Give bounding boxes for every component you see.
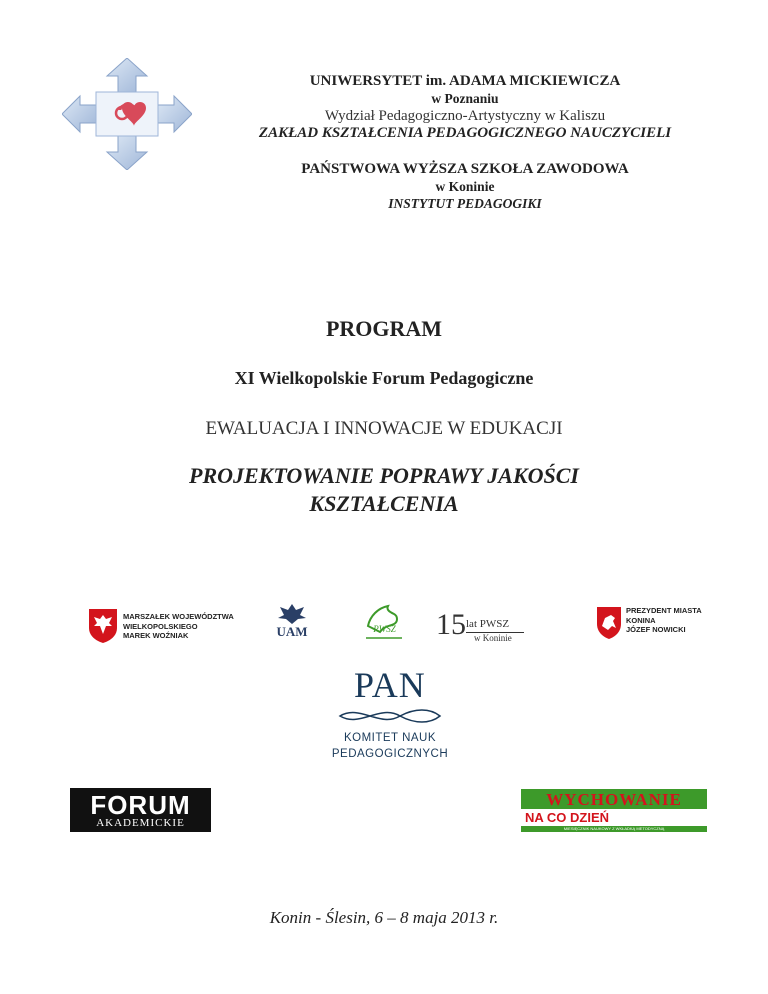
main-title-line2: KSZTAŁCENIA — [309, 491, 459, 516]
university-name: UNIWERSYTET im. ADAMA MICKIEWICZA — [309, 73, 621, 89]
pan-swash-icon — [320, 702, 460, 732]
forum-text: FORUM — [90, 790, 191, 820]
prezydent-line3: JÓZEF NOWICKI — [626, 625, 686, 634]
years-konin: w Koninie — [474, 633, 512, 643]
prezydent-line2: KONINA — [626, 615, 656, 625]
event-theme: EWALUACJA I INNOWACJE W EDUKACJI — [205, 418, 563, 439]
pan-line1: KOMITET NAUK — [343, 732, 437, 744]
years-number: 15 — [436, 608, 466, 641]
akademickie-text: AKADEMICKIE — [96, 817, 185, 829]
marszalek-logo — [88, 608, 248, 648]
divider — [466, 632, 524, 633]
pan-text: PAN — [354, 665, 426, 705]
school-city: w Koninie — [435, 179, 495, 194]
marszalek-line2: WIELKOPOLSKIEGO — [123, 621, 198, 631]
page-title: PROGRAM — [325, 316, 443, 341]
wychowanie-logo — [521, 789, 707, 833]
pwsz-logo — [362, 602, 407, 642]
wych-subtitle: NA CO DZIEŃ — [525, 810, 610, 825]
pwsz-15-years-logo — [436, 608, 526, 646]
university-city: w Poznaniu — [431, 91, 499, 106]
years-label: lat PWSZ — [466, 618, 510, 630]
marszalek-line3: MAREK WOŹNIAK — [123, 631, 189, 640]
prezydent-line1: PREZYDENT MIASTA — [626, 606, 702, 615]
eagle-shield-icon — [88, 608, 118, 644]
faculty-name: Wydział Pedagogiczno-Artystyczny w Kaliszu — [324, 108, 606, 124]
department-name: ZAKŁAD KSZTAŁCENIA PEDAGOGICZNEGO NAUCZYCIELI — [258, 125, 672, 141]
event-date-location: Konin - Ślesin, 6 – 8 maja 2013 r. — [269, 908, 499, 927]
forum-akademickie-logo — [70, 788, 211, 832]
pan-line2: PEDAGOGICZNYCH — [331, 748, 449, 760]
main-title-line1: PROJEKTOWANIE POPRAWY JAKOŚCI — [189, 463, 579, 488]
uam-text: UAM — [276, 624, 308, 639]
wych-tagline: MIESIĘCZNIK NAUKOWY Z WKŁADKĄ METODYCZNĄ — [563, 826, 665, 831]
event-main-title — [0, 462, 768, 518]
event-subtitle: XI Wielkopolskie Forum Pedagogiczne — [234, 368, 534, 388]
konin-horse-shield-icon — [596, 606, 622, 640]
marszalek-line1: MARSZAŁEK WOJEWÓDZTWA — [123, 612, 234, 621]
faculty-logo — [62, 58, 192, 170]
pwsz-text: PWSZ — [373, 624, 396, 634]
horse-icon — [362, 602, 407, 642]
school-name: PAŃSTWOWA WYŻSZA SZKOŁA ZAWODOWA — [301, 161, 629, 177]
pan-logo — [320, 665, 460, 768]
prezydent-logo — [596, 606, 716, 646]
uam-logo — [272, 602, 312, 642]
wych-title: WYCHOWANIE — [546, 790, 682, 809]
institute-name: INSTYTUT PEDAGOGIKI — [388, 196, 542, 211]
